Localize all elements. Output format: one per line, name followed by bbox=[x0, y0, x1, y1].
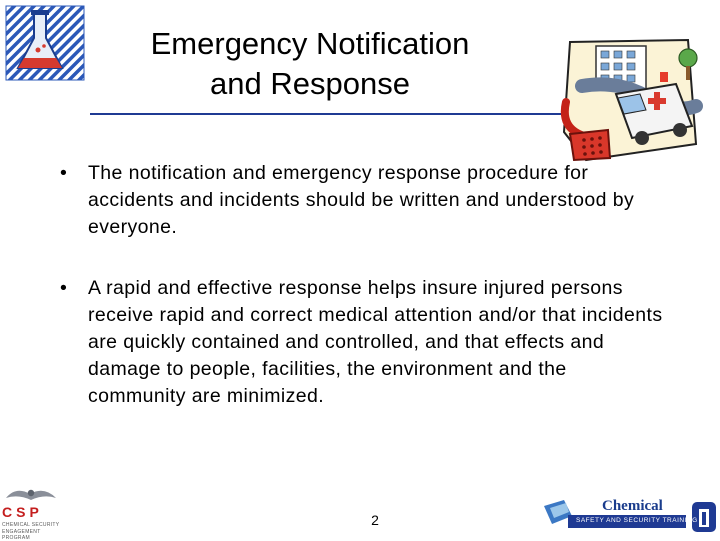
bullet-text: A rapid and effective response helps insure injured persons receive rapid and correct medical attention and/or that incidents are quickly contained and controlled, and that effects and damage to people, facilities, the environment and the community are minimized. bbox=[88, 277, 663, 407]
bullet-marker: • bbox=[60, 277, 68, 299]
title-underline bbox=[90, 113, 610, 115]
csp-line-1: CHEMICAL SECURITY bbox=[2, 522, 60, 528]
csp-line-2: ENGAGEMENT PROGRAM bbox=[2, 529, 41, 541]
title-line-2: and Response bbox=[210, 66, 410, 101]
csp-eagle-logo-icon bbox=[2, 484, 60, 541]
bullet-list bbox=[60, 160, 670, 410]
bullet-marker: • bbox=[60, 162, 68, 184]
bullet-item bbox=[60, 160, 670, 241]
slide-title bbox=[100, 24, 520, 104]
chemical-training-logo-icon bbox=[542, 498, 718, 536]
lab-flask-logo-icon bbox=[4, 4, 86, 82]
bullet-text: The notification and emergency response procedure for accidents and incidents should be written and understood by everyone. bbox=[88, 162, 635, 238]
title-line-1: Emergency Notification bbox=[150, 26, 470, 61]
page-number: 2 bbox=[371, 512, 379, 528]
chemical-wordmark: Chemical bbox=[602, 498, 663, 514]
csp-mark: CSP bbox=[2, 504, 43, 520]
emergency-response-clipart-icon bbox=[556, 36, 706, 166]
chemical-tagline: SAFETY AND SECURITY TRAINING bbox=[576, 517, 698, 524]
bullet-item bbox=[60, 275, 670, 410]
